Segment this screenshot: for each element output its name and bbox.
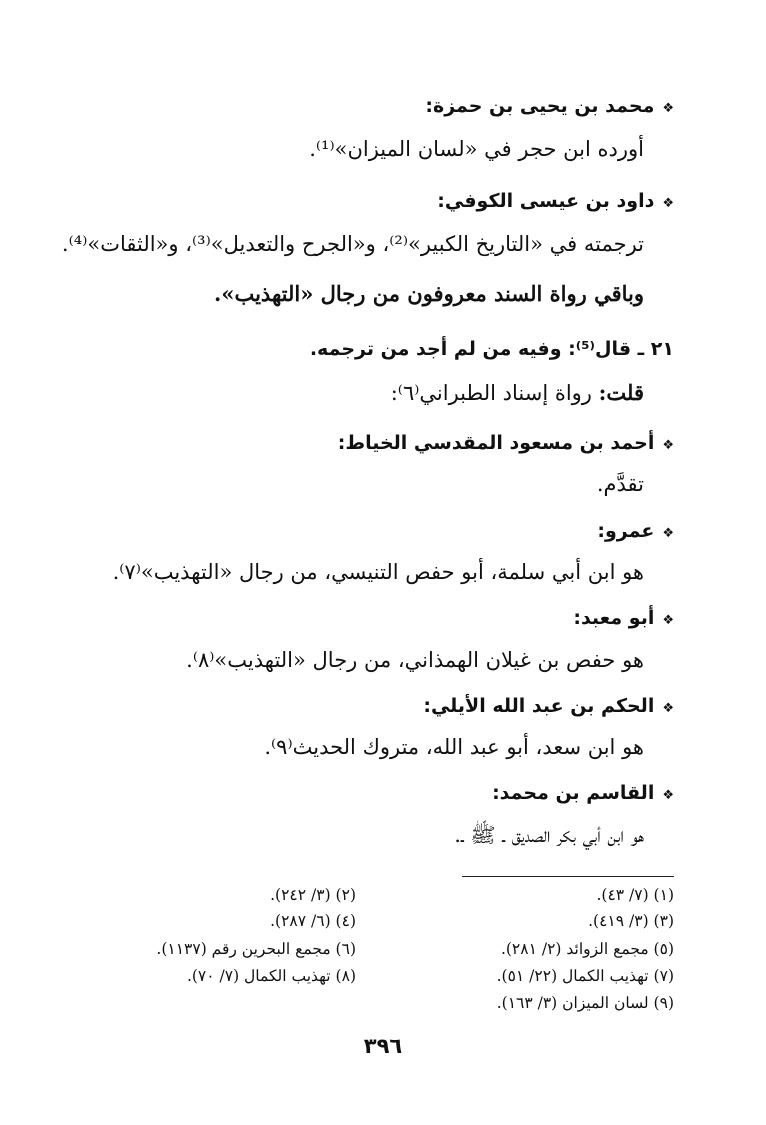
entry-heading: ❖أبو معبد:: [573, 607, 674, 629]
entry-heading: ❖أحمد بن مسعود المقدسي الخياط:: [337, 432, 674, 454]
entry-heading: ❖عمرو:: [597, 520, 674, 542]
entry-heading: ❖القاسم بن محمد:: [492, 782, 674, 804]
footnote: (٧) تهذيب الكمال (٢٢/ ٥١).: [496, 967, 674, 985]
footnote: (٢) (٣/ ٢٤٢).: [270, 886, 356, 904]
bullet-marker: ❖: [662, 196, 674, 211]
footnote: (٨) تهذيب الكمال (٧/ ٧٠).: [186, 967, 356, 985]
footnote: (١) (٧/ ٤٣).: [596, 886, 674, 904]
section-heading: ٢١ ـ قال⁽⁵⁾: وفيه من لم أجد من ترجمه.: [309, 338, 674, 360]
footnote: (٣) (٣/ ٤١٩).: [588, 912, 674, 930]
entry-text: هو ابن أبي بكر الصديق ـ ﷺ ـ.: [454, 823, 644, 847]
footnote: (٤) (٦/ ٢٨٧).: [270, 912, 356, 930]
footnote-divider: [462, 876, 674, 877]
bullet-marker: ❖: [662, 526, 674, 541]
entry-text: هو ابن سعد، أبو عبد الله، متروك الحديث⁽٩⁾.: [264, 735, 644, 759]
summary-text: وباقي رواة السند معروفون من رجال «التهذيب».: [214, 281, 644, 306]
entry-heading: ❖الحكم بن عبد الله الأيلي:: [423, 695, 674, 717]
page-number: ٣٩٦: [363, 1034, 403, 1058]
entry-heading: ❖محمد بن يحيى بن حمزة:: [425, 95, 674, 117]
note-text: قلت: رواة إسناد الطبراني⁽٦⁾:: [390, 380, 644, 405]
bullet-marker: ❖: [662, 788, 674, 803]
footnote: (٩) لسان الميزان (٣/ ١٦٣).: [496, 994, 674, 1012]
entry-text: ترجمته في «التاريخ الكبير»⁽²⁾، و«الجرح والتعديل»⁽³⁾، و«الثقات»⁽⁴⁾.: [61, 232, 644, 256]
entry-text: أورده ابن حجر في «لسان الميزان»⁽¹⁾.: [309, 137, 644, 161]
entry-text: هو ابن أبي سلمة، أبو حفص التنيسي، من رجال «التهذيب»⁽٧⁾.: [112, 560, 644, 584]
bullet-marker: ❖: [662, 613, 674, 628]
bullet-marker: ❖: [662, 701, 674, 716]
entry-text: هو حفص بن غيلان الهمذاني، من رجال «التهذيب»⁽٨⁾.: [186, 648, 644, 672]
entry-text: تقدَّم.: [596, 472, 644, 496]
bullet-marker: ❖: [662, 438, 674, 453]
footnote: (٦) مجمع البحرين رقم (١١٣٧).: [156, 940, 356, 958]
entry-heading: ❖داود بن عيسى الكوفي:: [437, 190, 674, 212]
footnote: (٥) مجمع الزوائد (٢/ ٢٨١).: [500, 940, 674, 958]
bullet-marker: ❖: [662, 101, 674, 116]
